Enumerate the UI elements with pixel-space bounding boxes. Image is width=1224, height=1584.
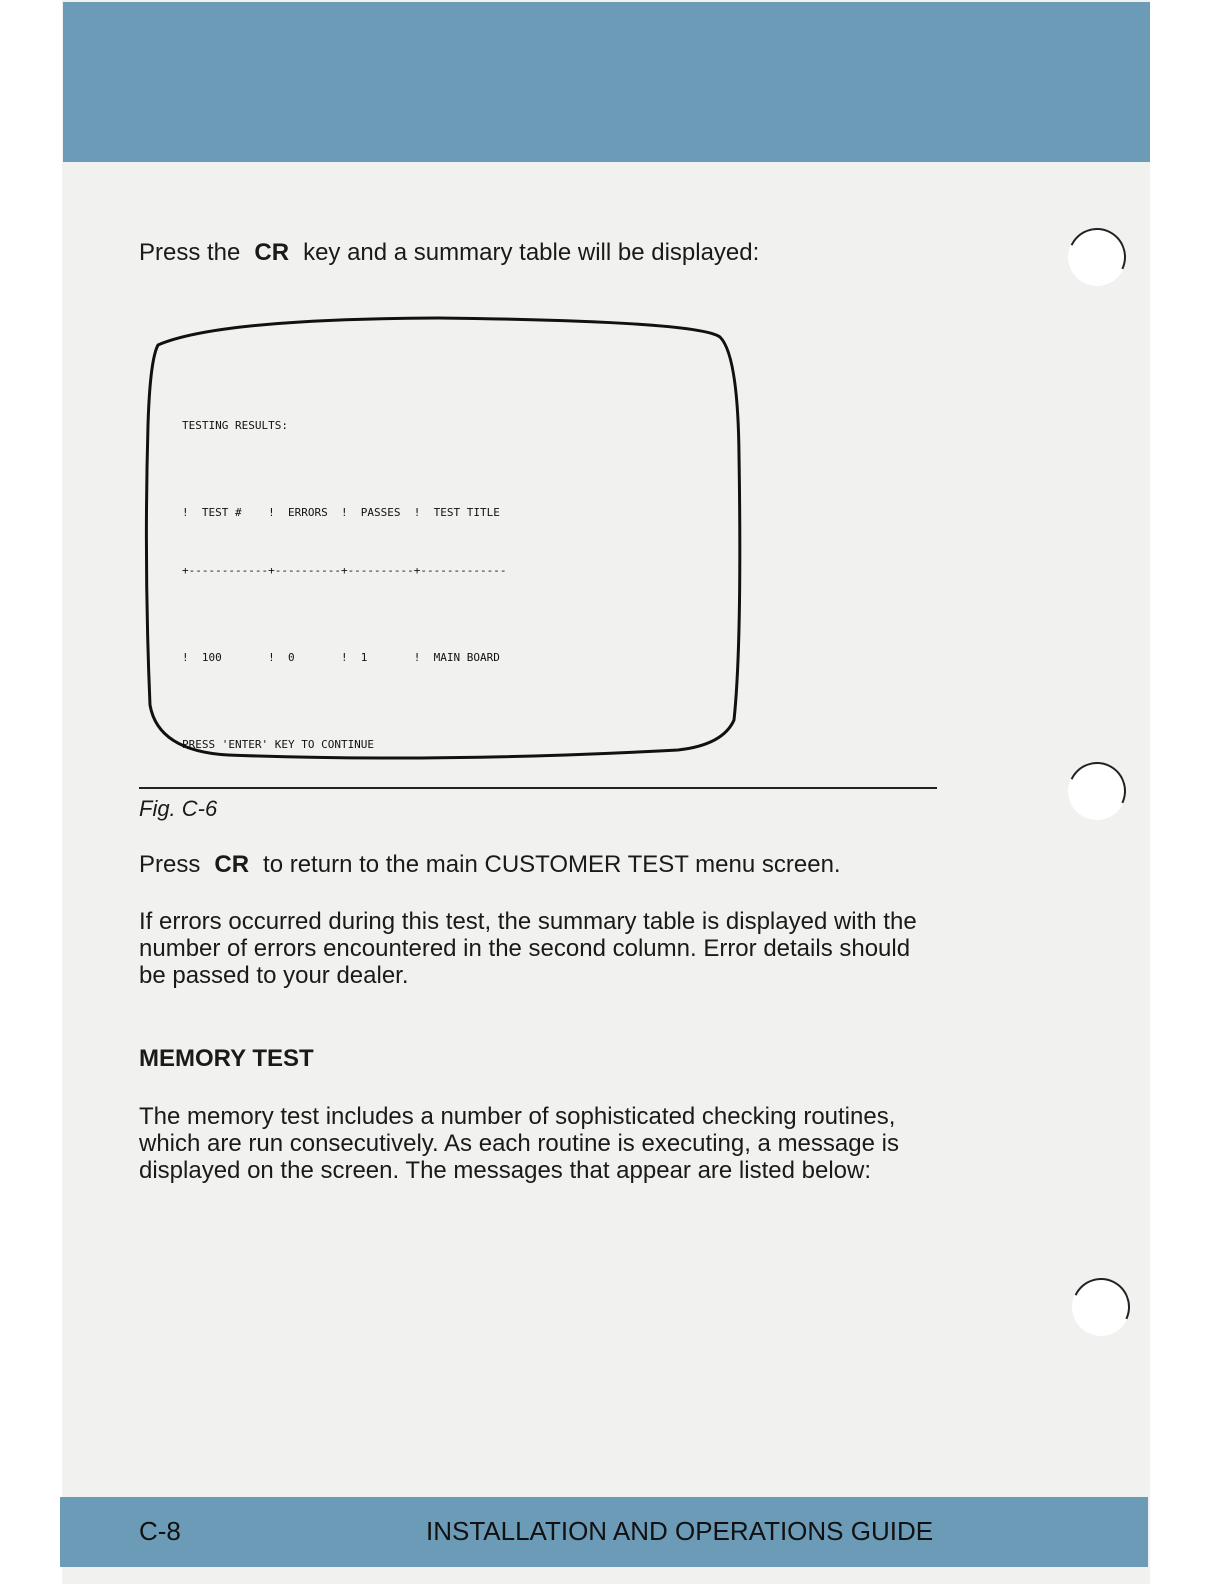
return-line xyxy=(139,851,939,878)
cr-key-label-2: CR xyxy=(214,851,250,878)
guide-title: INSTALLATION AND OPERATIONS GUIDE xyxy=(426,1516,934,1546)
return-before: Press xyxy=(139,851,201,878)
cr-key-label: CR xyxy=(254,239,290,266)
errors-paragraph: If errors occurred during this test, the summary table is displayed with the number of errors encountered in the second column. Error details should be passed to your dealer. xyxy=(139,908,917,989)
intro-after: key and a summary table will be displayed: xyxy=(303,239,760,266)
header-band xyxy=(63,2,1150,162)
terminal-screen-figure xyxy=(138,315,742,765)
terminal-table-header: ! TEST # ! ERRORS ! PASSES ! TEST TITLE xyxy=(182,506,500,519)
terminal-prompt: PRESS 'ENTER' KEY TO CONTINUE xyxy=(182,738,375,751)
return-after: to return to the main CUSTOMER TEST menu screen. xyxy=(263,851,841,878)
terminal-title: TESTING RESULTS: xyxy=(182,419,288,432)
figure-rule xyxy=(139,787,937,789)
terminal-table-row: ! 100 ! 0 ! 1 ! MAIN BOARD xyxy=(182,651,500,664)
figure-caption: Fig. C-6 xyxy=(139,796,218,821)
intro-line xyxy=(139,239,939,266)
terminal-text: TESTING RESULTS: ! TEST # ! ERRORS ! PASSES ! TEST TITLE +------------+----------+----------+------------- ! 100 ! 0 ! 1 ! MAIN BOARD PRESS 'ENTER' KEY TO CONTINUE xyxy=(182,353,507,817)
memory-test-heading: MEMORY TEST xyxy=(139,1045,314,1072)
intro-before: Press the xyxy=(139,239,241,266)
memory-test-paragraph: The memory test includes a number of sophisticated checking routines, which are run consecutively. As each routine is executing, a message is displayed on the screen. The messages that appear are listed below: xyxy=(139,1103,899,1184)
page-number: C-8 xyxy=(139,1516,181,1546)
